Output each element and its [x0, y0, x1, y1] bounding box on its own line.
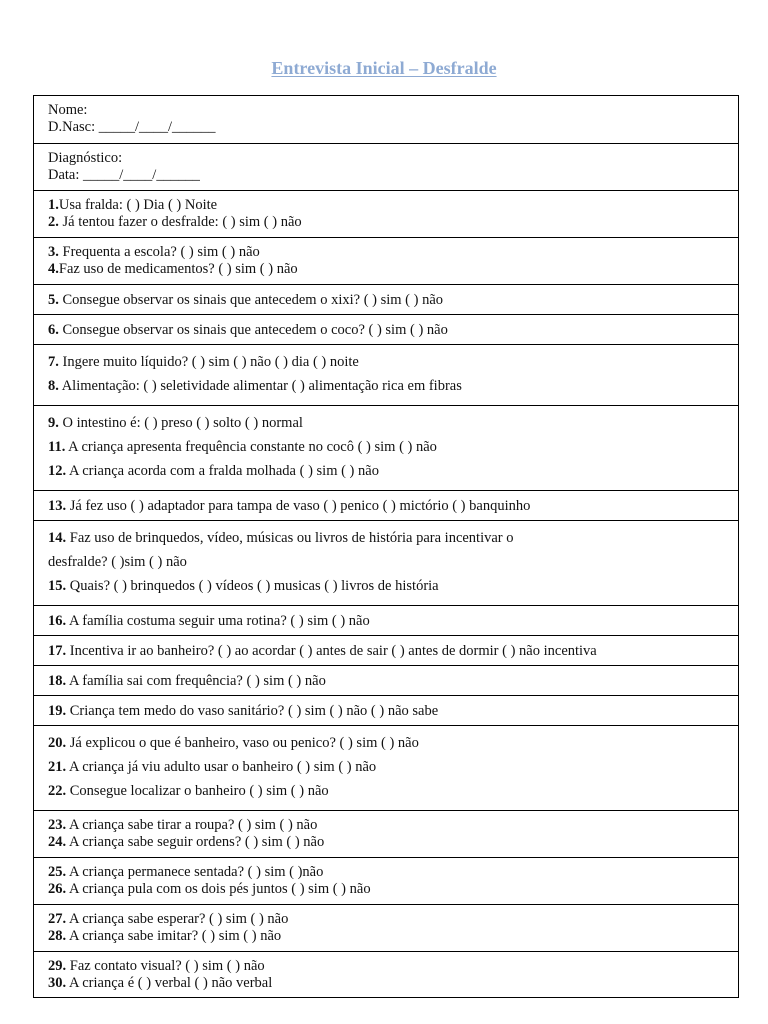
- form-line: 19. Criança tem medo do vaso sanitário? ( ) sim ( ) não ( ) não sabe: [48, 703, 439, 719]
- form-row-question-18: [34, 665, 738, 695]
- form-line: Diagnóstico:: [48, 150, 123, 166]
- form-row-questions-23-24: [34, 810, 738, 857]
- form-line: 23. A criança sabe tirar a roupa? ( ) sim ( ) não: [48, 817, 318, 833]
- form-line: 6. Consegue observar os sinais que antecedem o coco? ( ) sim ( ) não: [48, 322, 448, 338]
- form-line: 20. Já explicou o que é banheiro, vaso ou penico? ( ) sim ( ) não: [48, 735, 419, 751]
- form-line: 25. A criança permanece sentada? ( ) sim ( )não: [48, 864, 324, 880]
- interview-form-table: [33, 95, 739, 998]
- form-line: 3. Frequenta a escola? ( ) sim ( ) não: [48, 244, 260, 260]
- form-row-question-6: [34, 314, 738, 344]
- form-row-questions-7-8: [34, 344, 738, 405]
- page-title: Entrevista Inicial – Desfralde: [271, 58, 497, 78]
- form-line: 9. O intestino é: ( ) preso ( ) solto ( ) normal: [48, 415, 303, 431]
- form-line: 16. A família costuma seguir uma rotina? ( ) sim ( ) não: [48, 613, 370, 629]
- form-line: 2. Já tentou fazer o desfralde: ( ) sim ( ) não: [48, 213, 302, 230]
- form-line: 12. A criança acorda com a fralda molhada ( ) sim ( ) não: [48, 463, 379, 479]
- form-row-questions-1-2: [34, 190, 738, 237]
- form-line: 26. A criança pula com os dois pés juntos ( ) sim ( ) não: [48, 880, 371, 897]
- form-line: 7. Ingere muito líquido? ( ) sim ( ) não ( ) dia ( ) noite: [48, 354, 359, 370]
- form-line: 18. A família sai com frequência? ( ) sim ( ) não: [48, 673, 326, 689]
- form-line: 27. A criança sabe esperar? ( ) sim ( ) não: [48, 911, 289, 927]
- form-row-questions-20-22: [34, 725, 738, 810]
- form-row-name: [34, 96, 738, 143]
- form-row-questions-27-28: [34, 904, 738, 951]
- form-line: 5. Consegue observar os sinais que antecedem o xixi? ( ) sim ( ) não: [48, 292, 444, 308]
- form-line: Nome:: [48, 102, 88, 118]
- form-line: 21. A criança já viu adulto usar o banheiro ( ) sim ( ) não: [48, 759, 377, 775]
- form-line: 1.Usa fralda: ( ) Dia ( ) Noite: [48, 197, 218, 213]
- form-line: 4.Faz uso de medicamentos? ( ) sim ( ) não: [48, 260, 298, 277]
- form-line: 8. Alimentação: ( ) seletividade alimentar ( ) alimentação rica em fibras: [48, 378, 462, 394]
- form-line: 13. Já fez uso ( ) adaptador para tampa de vaso ( ) penico ( ) mictório ( ) banquinho: [48, 498, 531, 514]
- form-row-question-16: [34, 605, 738, 635]
- form-line: D.Nasc: _____/____/______: [48, 118, 216, 135]
- form-line: 30. A criança é ( ) verbal ( ) não verbal: [48, 974, 273, 991]
- form-row-question-17: [34, 635, 738, 665]
- form-line: desfralde? ( )sim ( ) não: [48, 554, 187, 570]
- form-line: 15. Quais? ( ) brinquedos ( ) vídeos ( ) musicas ( ) livros de história: [48, 578, 439, 594]
- form-row-question-19: [34, 695, 738, 725]
- form-line: 17. Incentiva ir ao banheiro? ( ) ao acordar ( ) antes de sair ( ) antes de dormir ( ) não incentiva: [48, 643, 597, 659]
- form-line: 14. Faz uso de brinquedos, vídeo, músicas ou livros de história para incentivar o: [48, 530, 514, 546]
- form-row-questions-25-26: [34, 857, 738, 904]
- form-line: Data: _____/____/______: [48, 166, 200, 183]
- form-row-questions-3-4: [34, 237, 738, 284]
- form-row-question-5: [34, 284, 738, 314]
- form-row-questions-9-12: [34, 405, 738, 490]
- form-row-questions-14-15: [34, 520, 738, 605]
- form-row-question-13: [34, 490, 738, 520]
- form-row-questions-29-30: [34, 951, 738, 997]
- form-line: 22. Consegue localizar o banheiro ( ) sim ( ) não: [48, 783, 329, 799]
- form-row-diagnosis: [34, 143, 738, 190]
- form-line: 28. A criança sabe imitar? ( ) sim ( ) não: [48, 927, 282, 944]
- form-line: 11. A criança apresenta frequência constante no cocô ( ) sim ( ) não: [48, 439, 437, 455]
- form-line: 24. A criança sabe seguir ordens? ( ) sim ( ) não: [48, 833, 325, 850]
- form-line: 29. Faz contato visual? ( ) sim ( ) não: [48, 958, 265, 974]
